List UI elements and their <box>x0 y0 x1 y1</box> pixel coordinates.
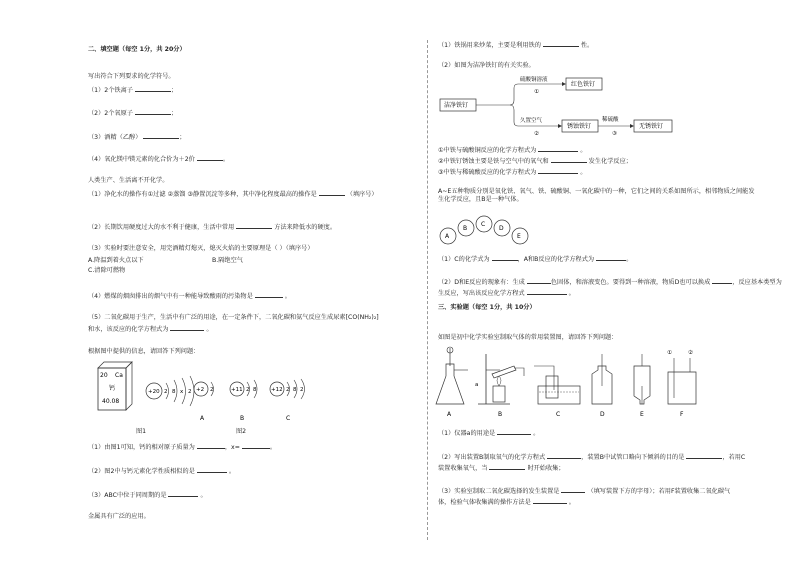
question-acid-eq: ③中铁与稀硫酸反应的化学方程式为 。 <box>438 169 587 176</box>
f-bottle <box>668 372 696 404</box>
element-mass: 40.08 <box>102 398 120 405</box>
life-intro: 人类生产、生活离不开化学。 <box>88 177 169 184</box>
question-alcohol-lamp: （3）实验时要注意安全，用完酒精灯熄灭，熄灭火焰的主要原理是（ ）（填序号） <box>88 245 314 252</box>
answer-blank[interactable] <box>596 254 626 261</box>
question-co2-device: （3）实验室制取二氧化碳选择的发生装置是 （填写装置下方的字母）；若用F装置收集二氧化碳气 <box>438 488 731 495</box>
answer-blank[interactable] <box>242 442 270 449</box>
shell-electrons: 2 <box>286 387 290 393</box>
apparatus-a <box>436 347 468 418</box>
answer-blank[interactable] <box>533 497 567 504</box>
shell-electrons: 8 <box>172 389 176 395</box>
answer-blank[interactable] <box>551 156 587 163</box>
right-column <box>438 0 782 562</box>
apparatus-label: C <box>556 411 561 418</box>
apparatus-e <box>634 354 650 418</box>
apparatus-b <box>475 354 524 418</box>
answer-blank[interactable] <box>135 85 171 92</box>
answer-blank[interactable] <box>497 428 531 435</box>
answer-blank[interactable] <box>236 222 272 229</box>
option-b[interactable]: B.隔绝空气 <box>212 257 243 264</box>
question-water-hardness: （2）长期饮用硬度过大的水不利于健康，生活中常用 方法来降低水的硬度。 <box>88 224 337 231</box>
step-number-3: ③ <box>612 131 617 137</box>
apparatus-f <box>667 349 696 418</box>
answer-blank[interactable] <box>489 463 525 470</box>
question-copper-sulfate-eq: ①中铁与硫酸铜反应的化学方程式为 。 <box>438 147 587 154</box>
shell-electrons: x <box>180 389 184 395</box>
shell-electrons: 2 <box>188 389 192 395</box>
reagent-copper-sulfate: 硫酸铜溶液 <box>520 77 548 83</box>
question-de-equation: 生反应，写出该反应化学方程式 。 <box>438 290 575 297</box>
element-symbol: Ca <box>115 372 123 379</box>
question-calcium-mass: （1）由图1可知，钙的相对原子质量为 ，x= 。 <box>88 444 277 451</box>
answer-blank[interactable] <box>197 442 225 449</box>
question-oxygen-atoms: （2）2个氧原子 ； <box>88 110 178 117</box>
flame <box>497 376 501 386</box>
figure-intro: 根据图中提供的信息，请回答下列问题： <box>88 348 200 355</box>
option-c[interactable]: C.清除可燃物 <box>88 267 126 274</box>
answer-blank[interactable] <box>543 40 579 47</box>
answer-blank[interactable] <box>197 466 227 473</box>
tube-mark-2: ② <box>688 350 693 356</box>
box-rusty-nail-label: 锈蚀铁钉 <box>567 123 592 130</box>
circle-label: B <box>463 225 468 232</box>
question-instrument-a: （1）仪器a的用途是 。 <box>438 430 540 437</box>
water-trough <box>538 386 580 404</box>
circle-label: D <box>499 225 504 232</box>
nucleus-charge: +12 <box>271 387 283 393</box>
answer-blank[interactable] <box>255 291 283 298</box>
question-urea-equation: 和水，该反应的化学方程式为 。 <box>88 326 213 333</box>
apparatus-figure <box>438 346 708 422</box>
figure-element-cell <box>88 360 148 426</box>
question-acid-rain: （4）燃煤的烟囱排出的烟气中有一种能导致酸雨的污染物是 。 <box>88 293 291 300</box>
answer-blank[interactable] <box>319 189 345 196</box>
question-iron-pan: （1）铁锅用来炒菜，主要是利用铁的 性。 <box>438 42 594 49</box>
answer-blank[interactable] <box>143 132 179 139</box>
arrow-head <box>558 124 562 128</box>
apparatus-label: D <box>600 411 605 418</box>
question-co2-full-check: 体，检验气体收集满的操作方法是 。 <box>438 499 575 506</box>
metal-intro: 金属具有广泛的应用。 <box>88 513 150 520</box>
caption-figure-2: 图2 <box>236 428 247 435</box>
box-clean-result-label: 无锈铁钉 <box>639 123 664 130</box>
apparatus-label: F <box>680 411 684 418</box>
test-tube <box>492 366 516 378</box>
box-clean-nail-label: 洁净铁钉 <box>444 102 469 109</box>
figure-ion-c <box>268 378 316 422</box>
shell-electrons: 8 <box>293 387 297 393</box>
element-number: 20 <box>100 372 108 379</box>
caption-figure-1: 图1 <box>136 428 147 435</box>
apparatus-label: A <box>447 411 452 418</box>
answer-blank[interactable] <box>538 167 578 174</box>
tube-mark-1: ① <box>667 350 672 356</box>
apparatus-d <box>592 354 612 418</box>
box-red-nail-label: 红色铁钉 <box>571 81 596 88</box>
answer-blank[interactable] <box>561 486 585 493</box>
nucleus-charge: +20 <box>148 389 160 395</box>
question-de-reaction: （2）D和E反应的现象有：生成 色固体，和溶液变色。要得到一种溶液，物质D也可以换成 ，反应基本类型为 <box>438 279 782 286</box>
left-column <box>88 0 410 562</box>
figure-ion-a <box>192 378 224 422</box>
question-collect-c: 装置收集氧气，当 时开始收集； <box>438 465 565 472</box>
question-iron-ions: （1）2个铁离子 ； <box>88 87 178 94</box>
question-nail-experiment: （2）如图为洁净铁钉的有关实验。 <box>438 62 535 69</box>
alcohol-lamp <box>493 386 505 402</box>
arrow-head <box>630 124 634 128</box>
apparatus-label: B <box>498 411 503 418</box>
question-mg-valence: （4）氧化镁中镁元素的化合价为＋2价 。 <box>88 156 230 163</box>
nucleus-charge: +11 <box>231 387 243 393</box>
answer-blank[interactable] <box>170 324 204 331</box>
answer-blank[interactable] <box>538 145 578 152</box>
answer-blank[interactable] <box>135 108 171 115</box>
element-name: 钙 <box>109 385 116 392</box>
option-a[interactable]: A.降温到着火点以下 <box>88 257 144 264</box>
column-divider <box>427 40 428 540</box>
ae-relationship-diagram <box>438 214 548 248</box>
question-similar-property: （2）图2中与钙元素化学性质相似的是 。 <box>88 468 235 475</box>
question-rusting: ②中铁钉锈蚀主要是铁与空气中的氧气和 发生化学反应； <box>438 158 632 165</box>
apparatus-marker-a: a <box>475 382 479 388</box>
collecting-bottle <box>546 376 558 398</box>
answer-blank[interactable] <box>527 277 551 284</box>
step-number-1: ① <box>534 89 539 95</box>
answer-blank[interactable] <box>686 452 722 459</box>
question-oxygen-b: （2）写出装置B制取氧气的化学方程式 ，装置B中试管口略向下倾斜的目的是 ，若用C <box>438 454 746 461</box>
apparatus-c <box>534 366 580 418</box>
section-title-experiment: 三、实验题（每空 1分，共 10分） <box>438 304 536 311</box>
step-number-2: ② <box>534 131 539 137</box>
nail-experiment-diagram <box>438 72 678 138</box>
circle-label: A <box>445 233 450 240</box>
apparatus-label: E <box>640 411 644 418</box>
circle-label: C <box>481 221 486 228</box>
brace-lower <box>510 105 518 126</box>
experiment-intro: 如图是初中化学实验室制取气体的常用装置图，请回答下列问题： <box>438 334 618 341</box>
answer-blank[interactable] <box>712 277 732 284</box>
shell-electrons: 2 <box>210 387 214 393</box>
arrow-head <box>562 82 566 86</box>
reagent-air: 久置空气 <box>520 118 543 124</box>
shell-electrons: 2 <box>246 387 250 393</box>
answer-blank[interactable] <box>197 154 223 161</box>
nucleus-charge: +2 <box>196 387 205 393</box>
question-ethanol: （3）酒精（乙醇） ； <box>88 134 186 141</box>
ion-label-a: A <box>200 415 205 422</box>
section-title-fill-in: 二、填空题（每空 1分，共 20分） <box>88 46 186 53</box>
question-water-purify: （1）净化水的操作有①过滤 ②蒸馏 ③静置沉淀等多种，其中净化程度最高的操作是 （填序号） <box>88 191 378 198</box>
question-urea: （5）二氧化碳用于生产，生活中有广泛的用途，在一定条件下，二氧化碳和氨气反应生成尿素[CO(NH₂)₂] <box>88 314 379 321</box>
circle-label: E <box>517 233 521 240</box>
shell-electrons: 2 <box>300 387 304 393</box>
ae-substances-intro: A~E五种物质分别是氧化铁、氧气、铁、硫酸铜、一氧化碳中的一种，它们之间的关系如图所示，相邻物质之间能发生化学反应，且B是一种气体。 <box>438 188 755 203</box>
answer-blank[interactable] <box>168 490 198 497</box>
ion-label-b: B <box>240 415 245 422</box>
answer-blank[interactable] <box>492 254 518 261</box>
shell-electrons: 8 <box>253 387 257 393</box>
cell-side-face <box>126 362 132 410</box>
ion-label-c: C <box>286 415 291 422</box>
figure-ion-b <box>228 378 268 422</box>
question-c-formula: （1）C的化学式为 ，A和B反应的化学方程式为 。 <box>438 256 633 263</box>
answer-blank[interactable] <box>527 288 567 295</box>
symbols-intro: 写出符合下列要求的化学符号。 <box>88 73 175 80</box>
brace-upper <box>510 84 518 105</box>
answer-blank[interactable] <box>547 452 581 459</box>
reagent-dilute-acid: 稀硫酸 <box>602 117 619 123</box>
question-same-period: （3）ABC中位于同周期的是 。 <box>88 492 207 499</box>
c-delivery-tube <box>534 366 554 390</box>
shell-electrons: 2 <box>164 389 168 395</box>
